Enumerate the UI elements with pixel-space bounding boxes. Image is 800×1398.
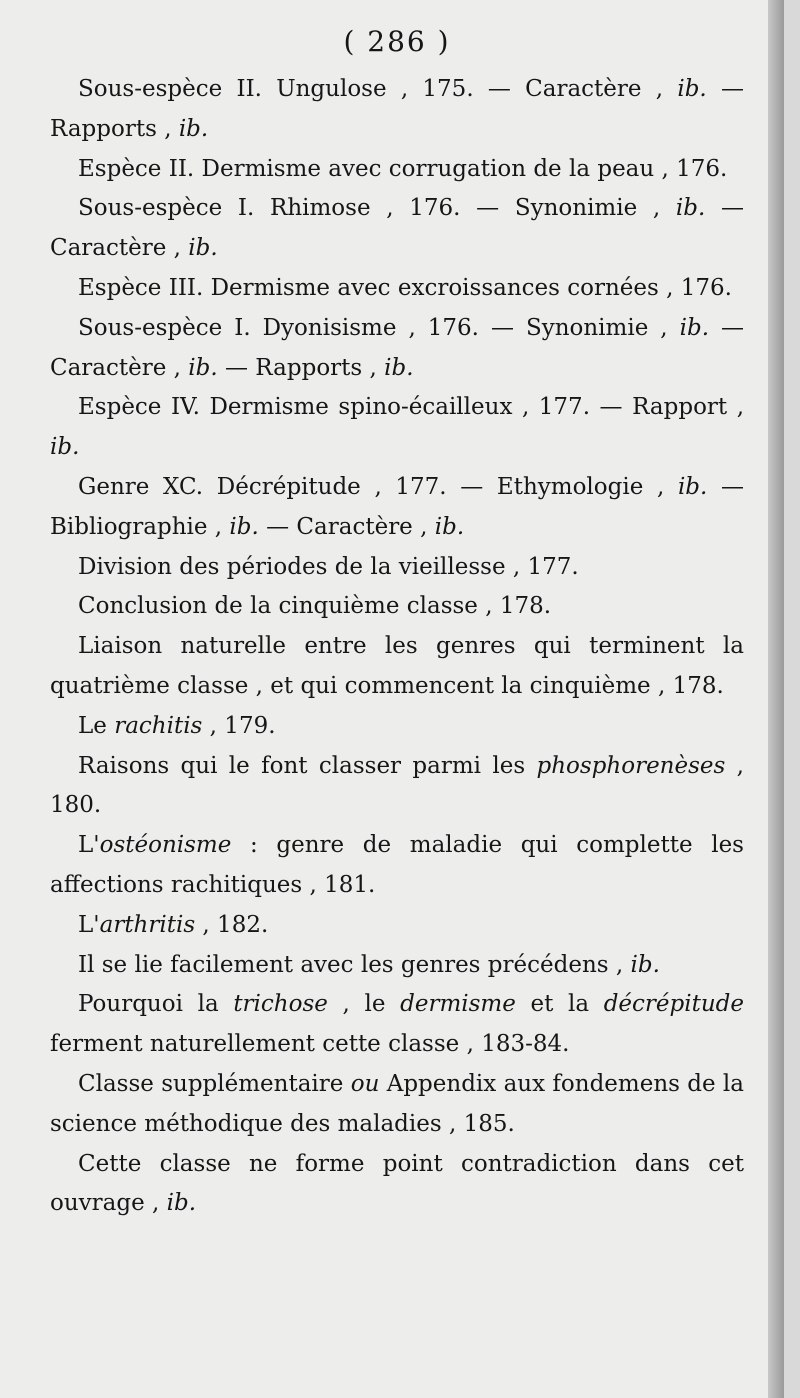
index-entry: [50, 548, 744, 588]
index-entry: [50, 985, 744, 1065]
entry-text: Sous-espèce I. Rhimose , 176. — Synonimie ,: [78, 195, 676, 222]
index-entry: [50, 906, 744, 946]
index-entry: [50, 587, 744, 627]
entry-text: Le: [78, 712, 115, 739]
entry-text: Espèce III. Dermisme avec excroissances cornées , 176.: [78, 274, 732, 301]
entry-text: — Rapports ,: [217, 354, 385, 381]
entry-text: — Caractère ,: [258, 513, 435, 540]
italic-text: trichose: [233, 991, 328, 1018]
entry-text: L': [78, 832, 100, 859]
index-entry: [50, 309, 744, 389]
italic-text: dermisme: [400, 991, 516, 1018]
italic-text: ib.: [630, 951, 660, 978]
index-entry: [50, 468, 744, 548]
index-entry: [50, 1065, 744, 1145]
entry-text: , le: [327, 991, 401, 1018]
entry-text: — Caractère ,: [50, 195, 744, 262]
index-entry: [50, 946, 744, 986]
index-entry: [50, 150, 744, 190]
entry-text: Espèce IV. Dermisme spino-écailleux , 177. — Rapport ,: [78, 394, 744, 421]
italic-text: arthritis: [99, 911, 196, 938]
italic-text: ib.: [434, 513, 465, 540]
entry-text: et la: [515, 991, 604, 1018]
index-entry: [50, 70, 744, 150]
index-entry: [50, 1145, 744, 1225]
italic-text: ib.: [166, 1190, 197, 1217]
italic-text: ib.: [675, 195, 706, 222]
italic-text: ib.: [188, 235, 218, 262]
entry-text: Genre XC. Décrépitude , 177. — Ethymologie ,: [78, 473, 678, 500]
index-entry: [50, 826, 744, 906]
entry-text: Classe supplémentaire: [78, 1070, 351, 1097]
entry-text: — Caractère ,: [50, 314, 745, 381]
entry-text: Raisons qui le font classer parmi les: [78, 752, 537, 779]
index-entry: [50, 388, 744, 468]
entry-text: , 180.: [50, 752, 744, 819]
italic-text: ib.: [188, 354, 218, 381]
entry-text: L': [78, 911, 100, 938]
italic-text: ib.: [50, 434, 80, 461]
entry-text: , 179.: [202, 712, 276, 739]
index-entry: [50, 189, 744, 269]
italic-text: ib.: [677, 473, 708, 500]
italic-text: ib.: [178, 115, 209, 142]
entry-text: ferment naturellement cette classe , 183-84.: [50, 1031, 570, 1058]
index-entry: [50, 627, 744, 707]
entry-text: Pourquoi la: [78, 991, 234, 1018]
italic-text: ostéonisme: [99, 832, 232, 859]
index-entry: [50, 747, 744, 827]
entry-text: Sous-espèce I. Dyonisisme , 176. — Synonimie ,: [78, 314, 680, 341]
italic-text: phosphorenèses: [536, 752, 726, 779]
entry-text: Appendix aux fondemens de la science méthodique des maladies , 185.: [50, 1070, 744, 1137]
index-entry: [50, 269, 744, 309]
page-edge-shadow: [768, 0, 784, 1398]
italic-text: ou: [350, 1070, 380, 1097]
italic-text: rachitis: [114, 712, 203, 739]
entry-text: Cette classe ne forme point contradiction dans cet ouvrage ,: [50, 1150, 744, 1217]
entry-text: , 182.: [195, 911, 269, 938]
entry-text: Division des périodes de la vieillesse , 177.: [78, 553, 579, 580]
entry-text: Conclusion de la cinquième classe , 178.: [78, 593, 552, 620]
entry-text: Il se lie facilement avec les genres précédens ,: [78, 951, 631, 978]
italic-text: ib.: [229, 513, 259, 540]
entry-text: Liaison naturelle entre les genres qui terminent la quatrième classe , et qui commencent la cinquième , 178.: [50, 633, 744, 699]
italic-text: ib.: [677, 76, 707, 102]
italic-text: décrépitude: [603, 991, 744, 1018]
italic-text: ib.: [679, 314, 710, 341]
entry-text: — Rapports ,: [50, 76, 744, 142]
index-entry: [50, 707, 744, 747]
page-number: ( 286 ): [343, 25, 451, 58]
entry-text: : genre de maladie qui complette les affections rachitiques , 181.: [50, 832, 744, 898]
entry-text: Espèce II. Dermisme avec corrugation de la peau , 176.: [78, 155, 728, 182]
italic-text: ib.: [384, 354, 414, 381]
entry-text: — Bibliographie ,: [50, 473, 745, 540]
entry-text: Sous-espèce II. Ungulose , 175. — Caractère ,: [78, 76, 678, 102]
index-entries: [50, 70, 744, 1224]
